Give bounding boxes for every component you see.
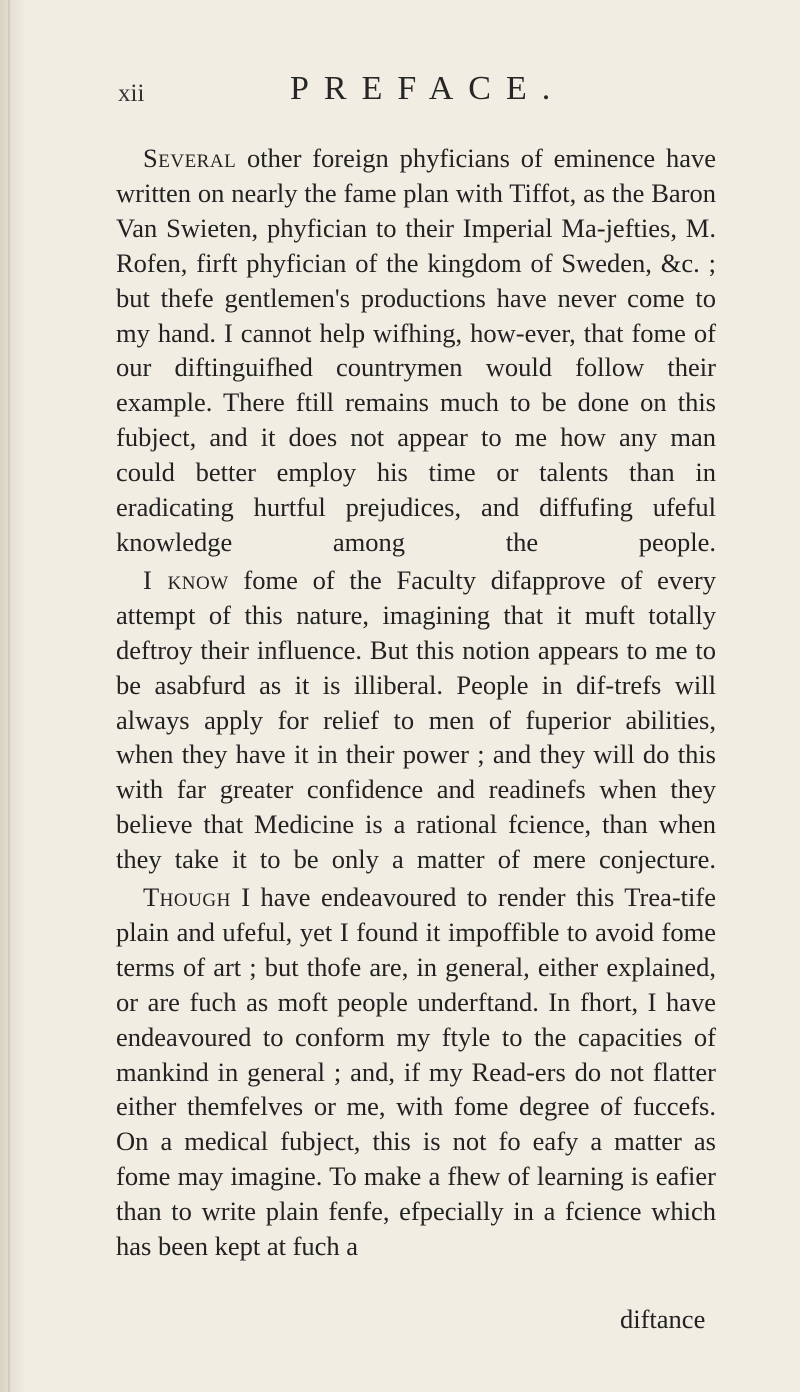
running-head: PREFACE. — [290, 70, 566, 107]
paragraph-several — [116, 141, 716, 560]
paragraph-text: fome of the Faculty difapprove of every attempt of this nature, imagining that it muft totally deftroy their influence. But this notion appears to me to be asabfurd as it is illiberal. People in dif-trefs will always apply for relief to men of fuperior abilities, when they have it in their power ; and they will do this with far greater confidence and readinefs when they believe that Medicine is a rational fcience, than when they take it to be only a matter of mere conjecture. — [116, 564, 716, 875]
page-header — [118, 64, 730, 124]
body-text — [116, 141, 716, 1267]
paragraph-lead-word: Several — [143, 143, 237, 173]
catchword: diftance — [620, 1304, 706, 1334]
paragraph-lead-word: Though — [143, 882, 231, 913]
page-number: xii — [118, 80, 145, 107]
paragraph-though — [116, 880, 716, 1264]
page-gutter-edge — [0, 0, 26, 1392]
paragraph-text: other foreign phyficians of eminence have written on nearly the fame plan with Tiffot, as the Baron Van Swieten, phyfician to their Imperial Ma-jefties, M. Rofen, firft phyfician of the kingdom of Sweden, &c. ; but thefe gentlemen's productions have never come to my hand. I cannot help wifhing, how-ever, that fome of our diftinguifhed countrymen would follow their example. There ftill remains much to be done on this fubject, and it does not appear to me how any man could better employ his time or talents than in eradicating hurtful prejudices, and diffufing ufeful knowledge among the people. — [116, 143, 716, 557]
paragraph-text: I have endeavoured to render this Trea-tife plain and ufeful, yet I found it impoffible to avoid fome terms of art ; but thofe are, in general, either explained, or are fuch as moft people underftand. In fhort, I have endeavoured to conform my ftyle to the capacities of mankind in general ; and, if my Read-ers do not flatter either themfelves or me, with fome degree of fuccefs. On a medical fubject, this is not fo eafy a matter as fome may imagine. To make a fhew of learning is eafier than to write plain fenfe, efpecially in a fcience which has been kept at fuch a — [116, 882, 716, 1262]
paragraph-i-know — [116, 563, 716, 877]
paragraph-lead-word: I know — [143, 564, 229, 595]
